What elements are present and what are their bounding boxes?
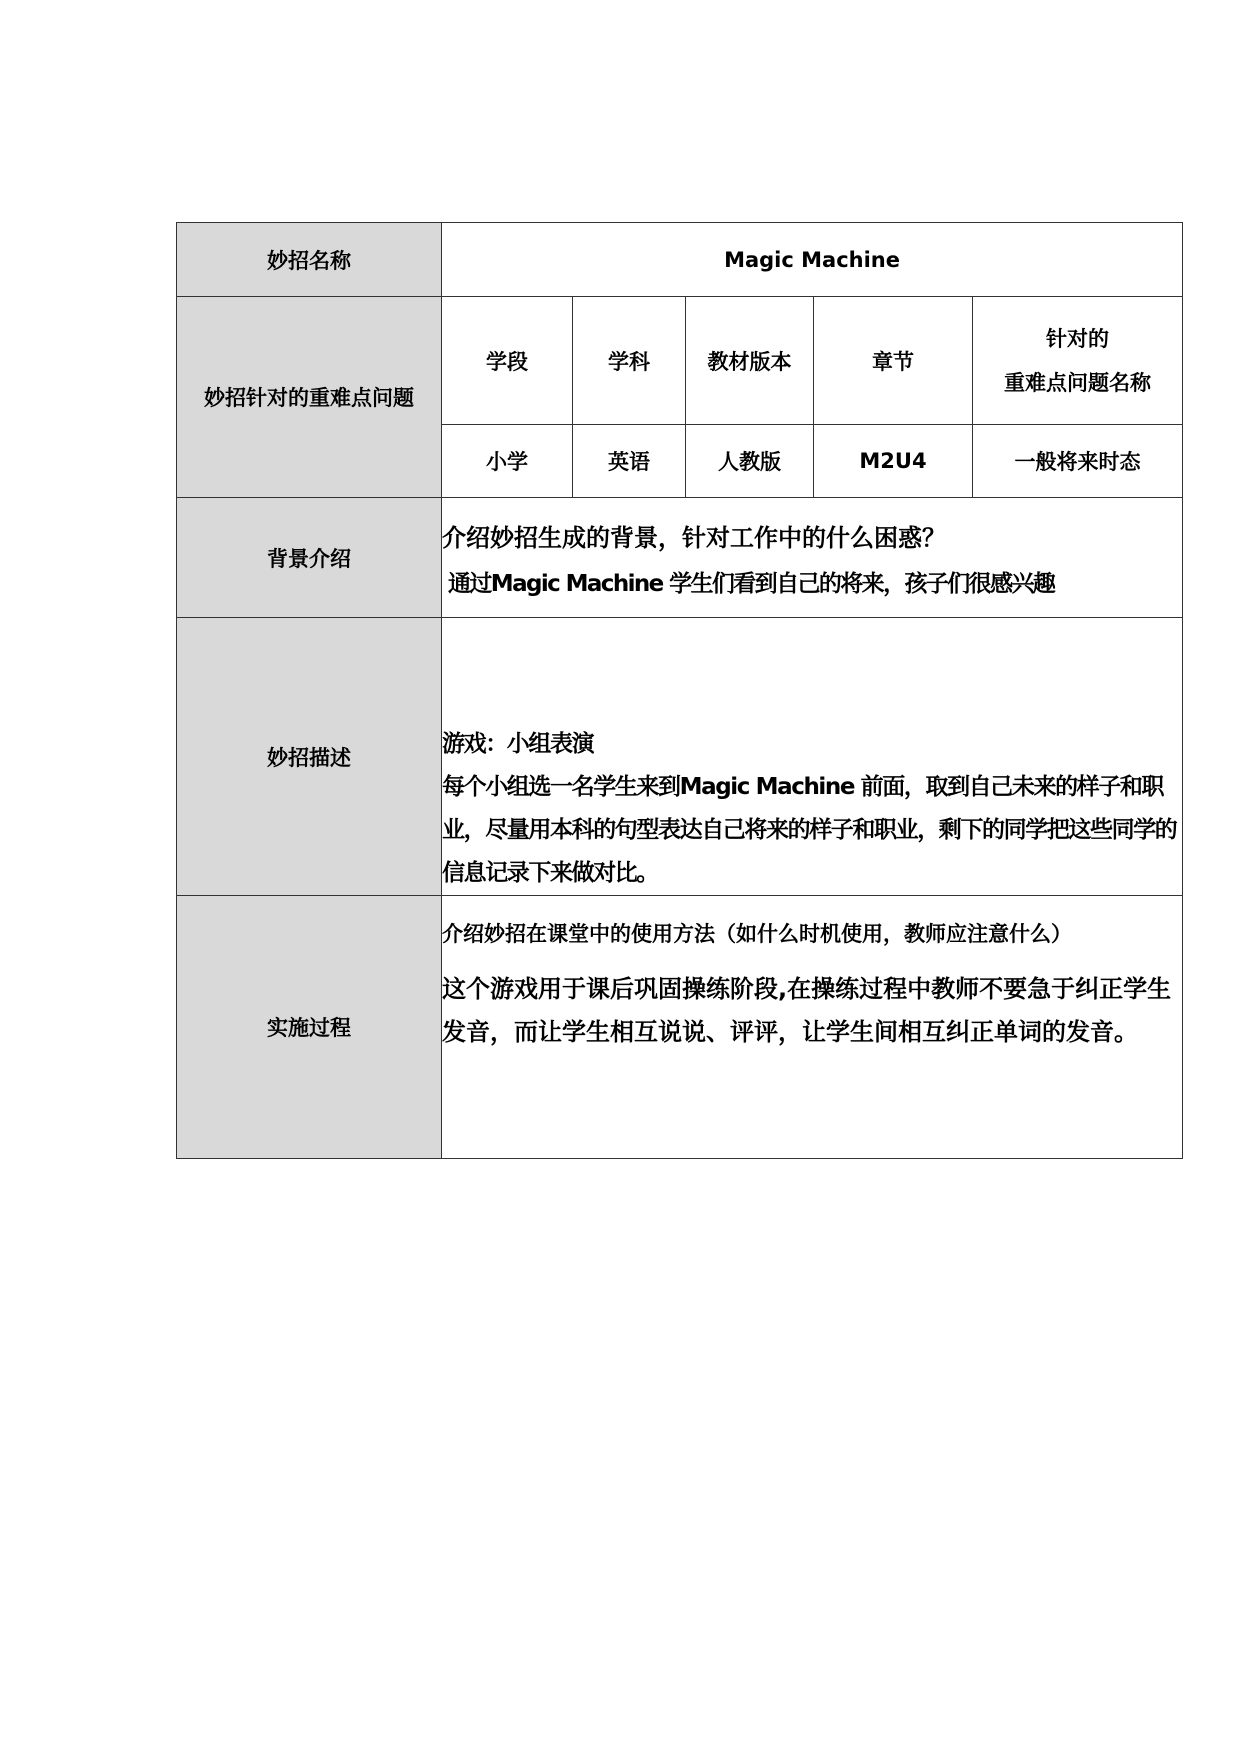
description-label: 妙招描述 <box>177 618 442 896</box>
header-problem-line2: 重难点问题名称 <box>1004 370 1152 395</box>
header-subject: 学科 <box>573 297 686 425</box>
target-problem-label: 妙招针对的重难点问题 <box>177 297 442 498</box>
implementation-content <box>442 896 1183 1159</box>
header-problem-name <box>973 297 1183 425</box>
trick-name-value: Magic Machine <box>442 223 1183 297</box>
background-label: 背景介绍 <box>177 498 442 618</box>
implementation-question: 介绍妙招在课堂中的使用方法（如什么时机使用，教师应注意什么） <box>442 922 1072 946</box>
background-answer: 通过Magic Machine 学生们看到自己的将来，孩子们很感兴趣 <box>448 570 1055 597</box>
row-target-headers <box>177 297 1183 425</box>
implementation-label: 实施过程 <box>177 896 442 1159</box>
background-content <box>442 498 1183 618</box>
header-edition: 教材版本 <box>686 297 814 425</box>
row-trick-name <box>177 223 1183 297</box>
lesson-trick-form-table <box>176 222 1183 1159</box>
value-stage: 小学 <box>442 425 573 498</box>
description-content <box>442 618 1183 896</box>
row-description <box>177 618 1183 896</box>
description-line2: 每个小组选一名学生来到Magic Machine 前面，取到自己未来的样子和职业，尽量用本科的句型表达自己将来的样子和职业，剩下的同学把这些同学的信息记录下来做对比。 <box>442 774 1177 886</box>
background-question: 介绍妙招生成的背景，针对工作中的什么困惑？ <box>442 523 946 552</box>
header-stage: 学段 <box>442 297 573 425</box>
value-edition: 人教版 <box>686 425 814 498</box>
value-subject: 英语 <box>573 425 686 498</box>
value-chapter: M2U4 <box>814 425 973 498</box>
description-line1: 游戏：小组表演 <box>442 731 594 757</box>
header-problem-line1: 针对的 <box>1046 326 1110 351</box>
value-problem: 一般将来时态 <box>973 425 1183 498</box>
implementation-answer: 这个游戏用于课后巩固操练阶段,在操练过程中教师不要急于纠正学生发音，而让学生相互说说、评评，让学生间相互纠正单词的发音。 <box>442 975 1172 1046</box>
row-implementation <box>177 896 1183 1159</box>
row-background <box>177 498 1183 618</box>
trick-name-label: 妙招名称 <box>177 223 442 297</box>
header-chapter: 章节 <box>814 297 973 425</box>
